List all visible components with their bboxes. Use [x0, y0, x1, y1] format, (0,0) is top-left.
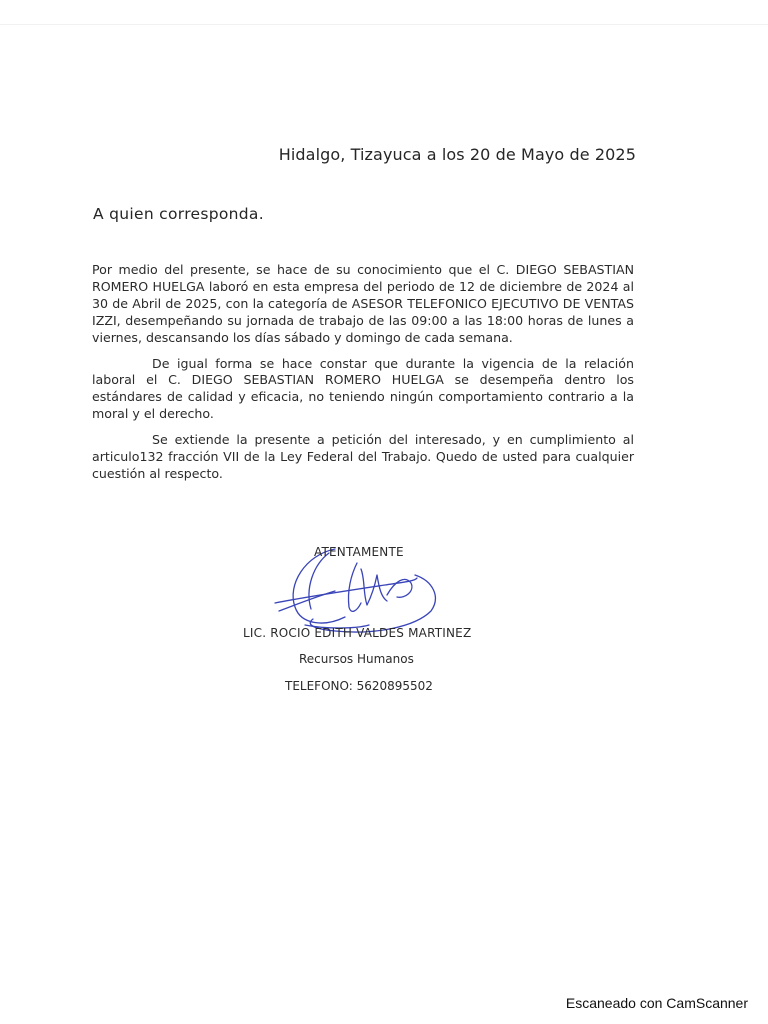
paragraph-1: Por medio del presente, se hace de su conocimiento que el C. DIEGO SEBASTIAN ROMERO HUELGA laboró en esta empresa del periodo de 12 de diciembre de 2024 al 30 de Abril de 2025, con la categoría de ASESOR TELEFONICO EJECUTIVO DE VENTAS IZZI, desempeñando su jornada de trabajo de las 09:00 a las 18:00 horas de lunes a viernes, descansando los días sábado y domingo de cada semana.: [92, 262, 634, 345]
signer-department: Recursos Humanos: [299, 652, 414, 666]
date-line: Hidalgo, Tizayuca a los 20 de Mayo de 2025: [278, 145, 636, 164]
greeting: A quien corresponda.: [93, 205, 264, 223]
signer-phone: TELEFONO: 5620895502: [285, 679, 433, 693]
scan-artifact-line: [0, 24, 768, 25]
paragraph-3: Se extiende la presente a petición del interesado, y en cumplimiento al articulo132 fracción VII de la Ley Federal del Trabajo. Quedo de usted para cualquier cuestión al respecto.: [92, 432, 634, 481]
signer-name: LIC. ROCIO EDITH VALDES MARTINEZ: [243, 626, 472, 640]
scanner-watermark: Escaneado con CamScanner: [565, 995, 748, 1011]
closing-salutation: ATENTAMENTE: [314, 545, 404, 559]
paragraph-2: De igual forma se hace constar que durante la vigencia de la relación laboral el C. DIEGO SEBASTIAN ROMERO HUELGA se desempeña dentro los estándares de calidad y eficacia, no teniendo ningún comportamiento contrario a la moral y el derecho.: [92, 355, 634, 422]
letter-body: [92, 262, 634, 492]
